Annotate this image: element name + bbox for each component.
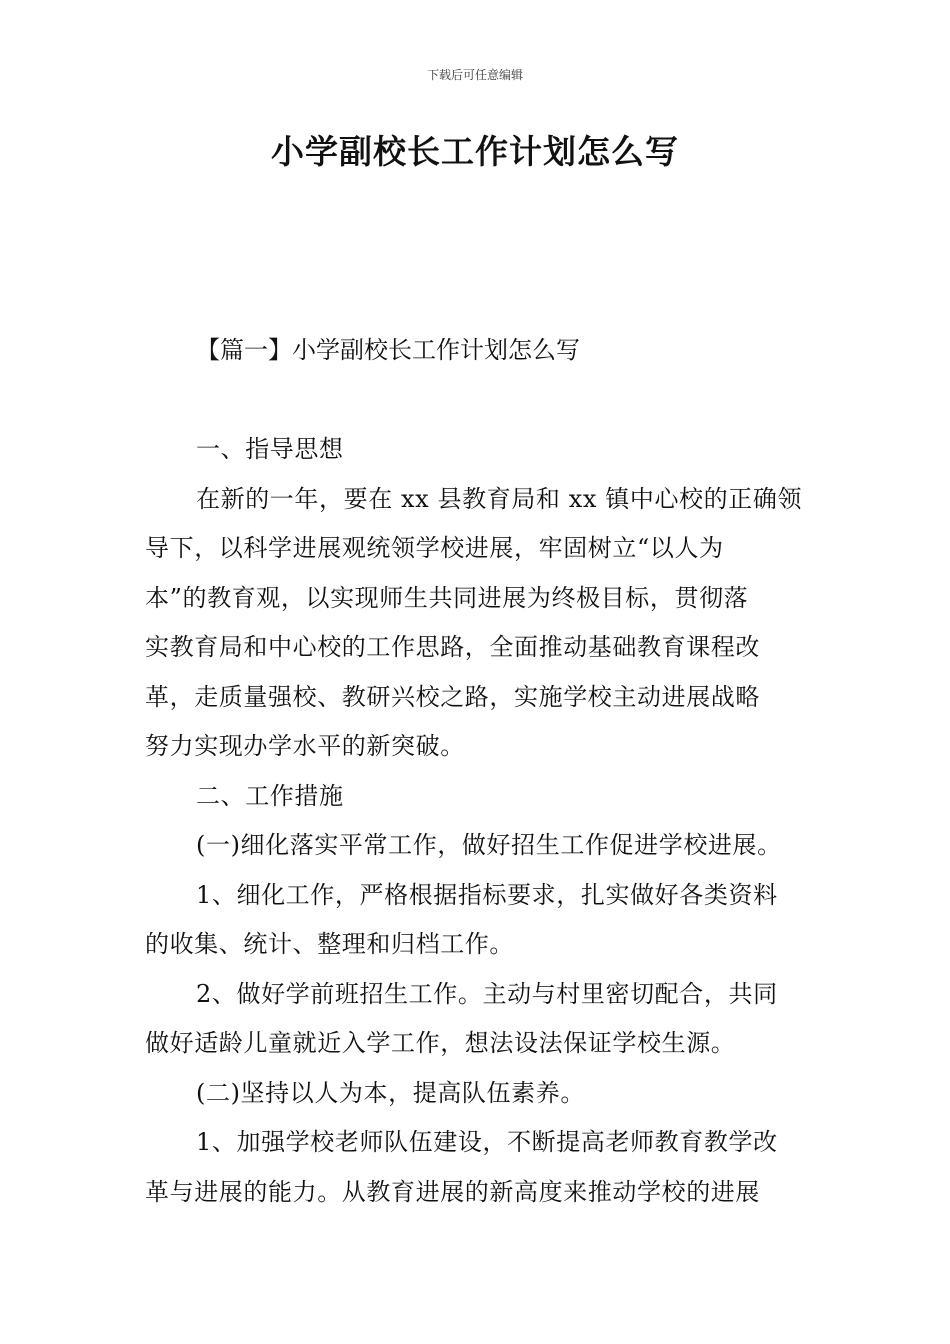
body-line: 2、做好学前班招生工作。主动与村里密切配合，共同 — [196, 979, 778, 1008]
body-line: 实教育局和中心校的工作思路，全面推动基础教育课程改 — [145, 633, 760, 661]
body-line: 导下，以科学进展观统领学校进展，牢固树立“以人为 — [145, 534, 724, 562]
subheading-item-1: (一)细化落实平常工作，做好招生工作促进学校进展。 — [196, 831, 782, 859]
body-line: 努力实现办学水平的新突破。 — [145, 732, 465, 760]
section-heading: 【篇一】小学副校长工作计划怎么写 — [196, 336, 580, 364]
body-line: 革与进展的能力。从教育进展的新高度来推动学校的进展 — [145, 1177, 760, 1206]
body-line: 的收集、统计、整理和归档工作。 — [145, 930, 514, 958]
document-body — [145, 425, 807, 1217]
body-line: 1、加强学校老师队伍建设，不断提高老师教育教学改 — [196, 1128, 778, 1156]
subheading-item-2: (二)坚持以人为本，提高队伍素养。 — [196, 1078, 585, 1107]
body-line: 本”的教育观，以实现师生共同进展为终极目标，贯彻落 — [145, 583, 749, 612]
body-line: 做好适龄儿童就近入学工作，想法设法保证学校生源。 — [145, 1029, 736, 1057]
document-title: 小学副校长工作计划怎么写 — [271, 132, 679, 171]
body-line: 1、细化工作，严格根据指标要求，扎实做好各类资料 — [196, 880, 778, 909]
heading-guiding-ideology: 一、指导思想 — [196, 435, 344, 463]
body-line: 在新的一年，要在 xx 县教育局和 xx 镇中心校的正确领 — [196, 484, 803, 513]
body-line: 革，走质量强校、教研兴校之路，实施学校主动进展战略 — [145, 682, 760, 711]
header-note: 下载后可任意编辑 — [426, 68, 523, 82]
heading-work-measures: 二、工作措施 — [196, 781, 344, 810]
